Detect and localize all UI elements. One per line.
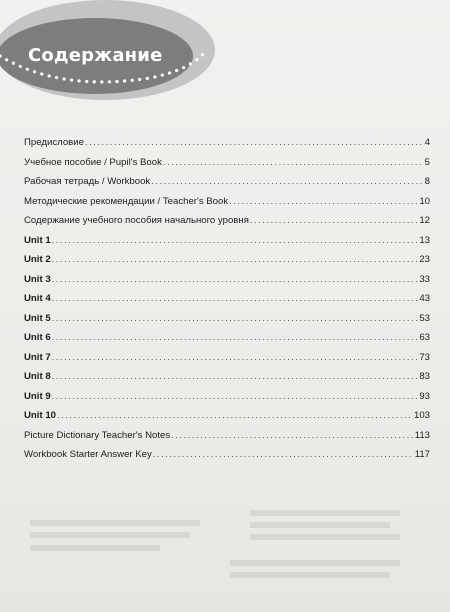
toc-dot-leader	[52, 289, 419, 309]
toc-dot-leader	[52, 348, 419, 368]
toc-entry-page-number: 53	[419, 312, 430, 324]
toc-entry-page-number: 113	[414, 429, 430, 441]
toc-entry-page-number: 8	[424, 176, 430, 187]
toc-dot-leader	[52, 328, 419, 348]
toc-entry-label: Unit 4	[24, 293, 51, 304]
toc-entry	[24, 328, 430, 348]
toc-dot-leader	[171, 426, 414, 446]
toc-entry-page-number: 23	[419, 254, 430, 265]
toc-entry	[24, 406, 430, 426]
toc-dot-leader	[52, 270, 419, 290]
toc-entry-label: Содержание учебного пособия начального уровня	[24, 215, 249, 226]
toc-entry-page-number: 103	[413, 410, 430, 421]
toc-entry-page-number: 33	[419, 273, 430, 285]
toc-entry	[24, 445, 430, 465]
toc-entry-page-number: 63	[419, 332, 430, 343]
toc-entry-label: Workbook Starter Answer Key	[24, 449, 152, 460]
toc-entry-page-number: 5	[424, 156, 430, 168]
toc-entry	[24, 289, 430, 309]
toc-entry	[24, 270, 430, 290]
toc-entry-page-number: 13	[419, 234, 430, 246]
toc-entry	[24, 309, 430, 329]
toc-dot-leader	[52, 250, 419, 270]
toc-entry-label: Unit 5	[24, 312, 51, 324]
toc-entry	[24, 172, 430, 192]
toc-entry	[24, 192, 430, 212]
table-of-contents	[24, 133, 430, 465]
toc-dot-leader	[52, 367, 419, 387]
page-title: Содержание	[28, 45, 163, 66]
toc-entry-label: Рабочая тетрадь / Workbook	[24, 176, 151, 187]
toc-dot-leader	[57, 406, 413, 426]
toc-dot-leader	[52, 387, 419, 407]
toc-dot-leader	[229, 192, 418, 212]
toc-entry	[24, 387, 430, 407]
toc-entry-label: Unit 6	[24, 332, 51, 343]
toc-entry-label: Учебное пособие / Pupil's Book	[24, 156, 162, 168]
toc-entry-label: Методические рекомендации / Teacher's Book	[24, 195, 229, 207]
toc-entry-label: Unit 7	[24, 351, 51, 363]
toc-dot-leader	[52, 231, 419, 251]
toc-entry	[24, 211, 430, 231]
toc-entry-label: Unit 9	[24, 390, 51, 402]
toc-dot-leader	[163, 153, 424, 173]
toc-entry-label: Unit 10	[24, 410, 56, 421]
toc-entry-page-number: 83	[419, 371, 430, 382]
toc-entry-label: Unit 8	[24, 371, 51, 382]
toc-entry-page-number: 12	[419, 215, 430, 226]
toc-dot-leader	[153, 445, 414, 465]
toc-entry-label: Picture Dictionary Teacher's Notes	[24, 429, 171, 441]
toc-entry-label: Предисловие	[24, 137, 84, 148]
toc-entry-label: Unit 2	[24, 254, 51, 265]
toc-entry-label: Unit 3	[24, 273, 51, 285]
toc-dot-leader	[85, 133, 424, 153]
toc-entry	[24, 153, 430, 173]
toc-entry	[24, 231, 430, 251]
toc-entry-page-number: 117	[414, 449, 430, 460]
toc-entry-page-number: 4	[424, 137, 430, 148]
toc-entry	[24, 250, 430, 270]
toc-dot-leader	[250, 211, 418, 231]
toc-entry-page-number: 93	[419, 390, 430, 402]
toc-dot-leader	[52, 309, 419, 329]
toc-entry-page-number: 10	[419, 195, 430, 207]
toc-entry	[24, 367, 430, 387]
toc-entry	[24, 348, 430, 368]
toc-entry-page-number: 73	[419, 351, 430, 363]
toc-dot-leader	[151, 172, 423, 192]
toc-entry	[24, 133, 430, 153]
toc-entry	[24, 426, 430, 446]
toc-entry-label: Unit 1	[24, 234, 51, 246]
toc-entry-page-number: 43	[419, 293, 430, 304]
